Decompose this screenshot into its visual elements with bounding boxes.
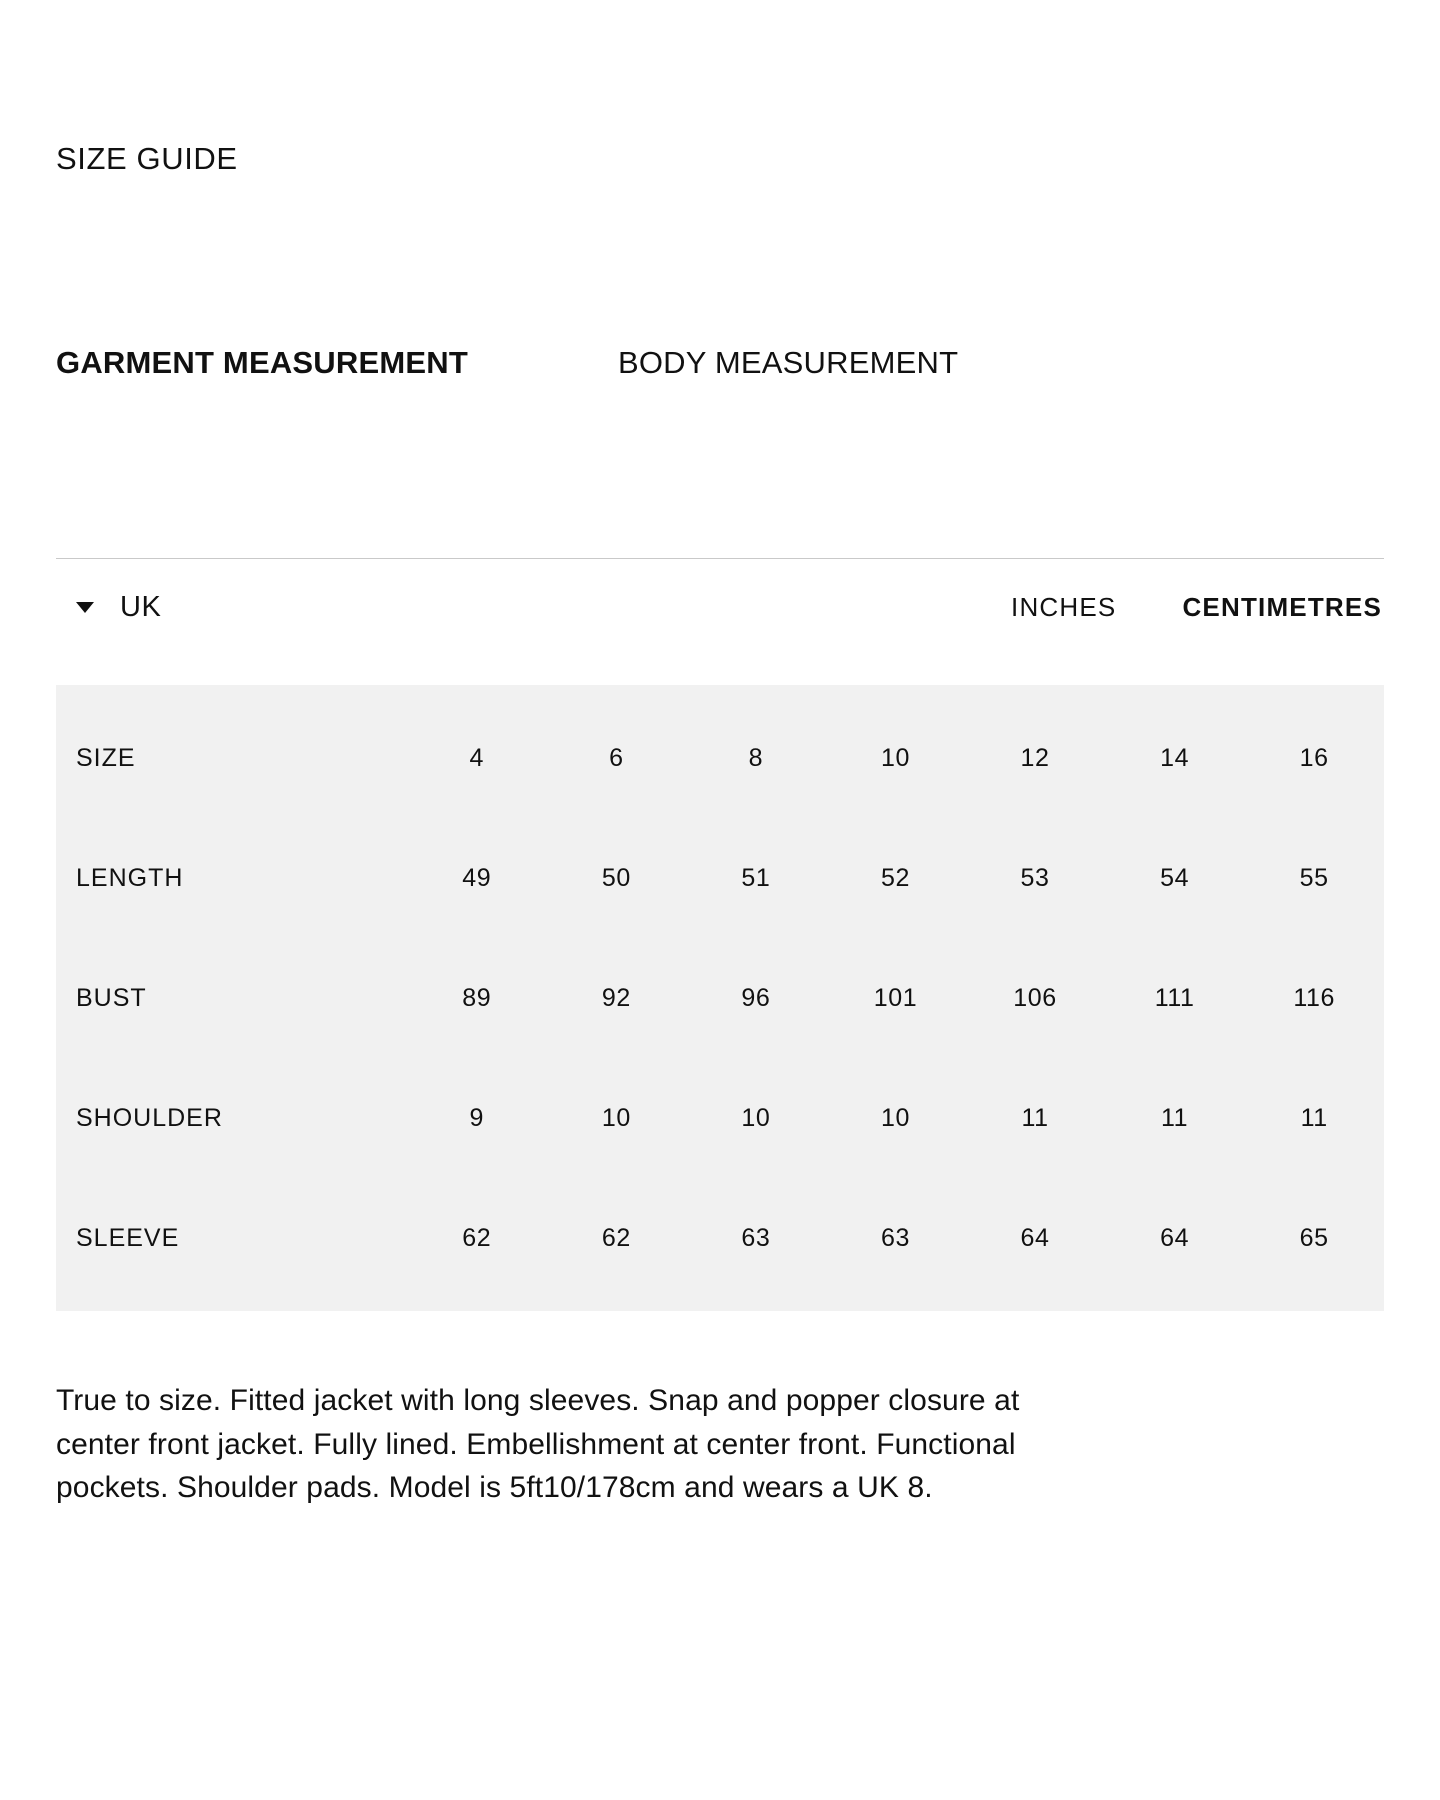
cell: 52: [880, 863, 910, 892]
product-description: True to size. Fitted jacket with long sleeves. Snap and popper closure at center front jacket. Fully lined. Embellishment at center front. Functional pockets. Shoulder pads. Model is 5ft10/178cm and wears a UK 8.: [56, 1384, 1020, 1504]
cell: 64: [1160, 1223, 1190, 1252]
cell: 106: [1013, 983, 1057, 1012]
table-row: [56, 1058, 1384, 1178]
cell: 55: [1299, 863, 1329, 892]
cell: 12: [1020, 743, 1050, 772]
cell: 8: [748, 743, 764, 772]
cell: 11: [1021, 1103, 1049, 1132]
cell: 62: [462, 1223, 492, 1252]
cell: 4: [469, 743, 485, 772]
page-title: SIZE GUIDE: [56, 141, 238, 176]
table-row: [56, 938, 1384, 1058]
cell: 9: [469, 1103, 485, 1132]
table-row: [56, 1178, 1384, 1311]
cell: 111: [1154, 983, 1195, 1012]
cell: 6: [609, 743, 624, 772]
cell: 51: [741, 863, 771, 892]
cell: 63: [880, 1223, 910, 1252]
tab-garment-measurement[interactable]: GARMENT MEASUREMENT: [56, 345, 468, 380]
cell: 96: [741, 983, 771, 1012]
unit-inches-option[interactable]: INCHES: [1011, 591, 1117, 622]
cell: 10: [601, 1103, 631, 1132]
cell: 62: [601, 1223, 631, 1252]
region-size-label: UK: [120, 590, 162, 623]
unit-row: [56, 559, 1384, 655]
cell: 64: [1020, 1223, 1050, 1252]
cell: 11: [1161, 1103, 1189, 1132]
tab-body-measurement[interactable]: BODY MEASUREMENT: [617, 345, 959, 380]
cell: 63: [741, 1223, 771, 1252]
table-row: [56, 818, 1384, 938]
cell: 16: [1299, 743, 1329, 772]
chevron-down-icon: [76, 602, 94, 613]
cell: 10: [880, 743, 910, 772]
cell: 50: [601, 863, 631, 892]
table-row: [56, 685, 1384, 818]
unit-centimetres-option[interactable]: CENTIMETRES: [1182, 591, 1382, 622]
row-label: LENGTH: [76, 863, 184, 892]
cell: 10: [741, 1103, 771, 1132]
cell: 65: [1299, 1223, 1329, 1252]
cell: 116: [1293, 983, 1336, 1012]
region-size-select[interactable]: [56, 591, 161, 624]
row-label: BUST: [76, 983, 147, 1012]
cell: 49: [462, 863, 492, 892]
cell: 14: [1160, 743, 1190, 772]
cell: 10: [880, 1103, 910, 1132]
unit-toggle: [1011, 592, 1384, 623]
cell: 54: [1160, 863, 1190, 892]
measurement-tabs: [56, 347, 1384, 378]
cell: 92: [601, 983, 631, 1012]
row-label: SIZE: [76, 743, 136, 772]
row-label: SHOULDER: [76, 1103, 223, 1132]
cell: 53: [1020, 863, 1050, 892]
size-table: [56, 685, 1384, 1311]
row-label: SLEEVE: [76, 1223, 180, 1252]
cell: 89: [462, 983, 492, 1012]
cell: 11: [1300, 1103, 1328, 1132]
cell: 101: [873, 983, 918, 1012]
